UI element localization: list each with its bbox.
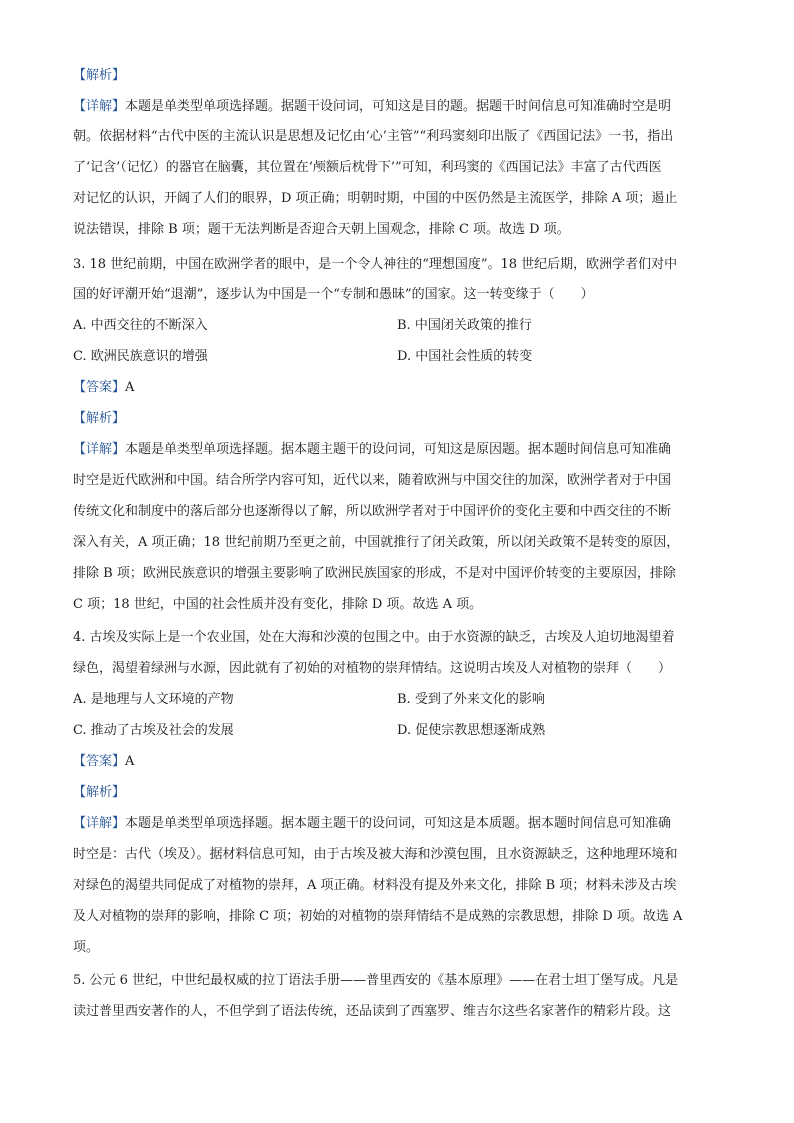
answer-value: A bbox=[125, 380, 135, 395]
detail-text: 说法错误，排除 B 项；题干无法判断是否迎合天朝上国观念，排除 C 项。故选 D 项。 bbox=[73, 222, 570, 237]
question-stem: 绿色，渴望着绿洲与水源，因此就有了初始的对植物的崇拜情结。这说明古埃及人对植物的崇拜（ ） bbox=[73, 661, 672, 676]
detail-text: 传统文化和制度中的落后部分也逐渐得以了解，所以欧洲学者对于中国评价的变化主要和中西交往的不断 bbox=[73, 504, 672, 519]
answer-value: A bbox=[125, 754, 135, 769]
option-c: C. 欧洲民族意识的增强 bbox=[73, 349, 208, 364]
answer-line bbox=[73, 753, 134, 771]
question-stem: 4. 古埃及实际上是一个农业国，处在大海和沙漠的包围之中。由于水资源的缺乏，古埃及人迫切地渴望着 bbox=[73, 630, 675, 645]
detail-text: C 项；18 世纪，中国的社会性质并没有变化，排除 D 项。故选 A 项。 bbox=[73, 597, 483, 612]
detail-label: 【详解】 bbox=[73, 442, 126, 457]
answer-label: 【答案】 bbox=[73, 380, 126, 395]
detail-text: 项。 bbox=[73, 940, 100, 955]
detail-text: 了‘记含’（记忆）的器官在脑囊，其位置在‘颅额后枕骨下’”可知，利玛窦的《西国记法》丰富了古代西医 bbox=[73, 160, 662, 175]
answer-line bbox=[73, 379, 134, 397]
detail-text: 对绿色的渴望共同促成了对植物的崇拜，A 项正确。材料没有提及外来文化，排除 B 项；材料未涉及古埃 bbox=[73, 878, 677, 893]
detail-paragraph-line bbox=[73, 441, 671, 459]
detail-text: 时空是近代欧洲和中国。结合所学内容可知，近代以来，随着欧洲与中国交往的加深，欧洲学者对于中国 bbox=[73, 473, 672, 488]
detail-label: 【详解】 bbox=[73, 99, 126, 114]
detail-paragraph-line bbox=[73, 98, 671, 116]
detail-text: 朝。依据材料“古代中医的主流认识是思想及记忆由‘心’主管”“利玛窦刻印出版了《西国记法》一书，指出 bbox=[73, 129, 674, 144]
question-stem: 5. 公元 6 世纪，中世纪最权威的拉丁语法手册——普里西安的《基本原理》——在君士坦丁堡写成。凡是 bbox=[73, 973, 679, 988]
option-d: D. 中国社会性质的转变 bbox=[397, 349, 533, 364]
detail-label: 【详解】 bbox=[73, 816, 126, 831]
analysis-label: 【解析】 bbox=[73, 785, 126, 800]
option-b: B. 中国闭关政策的推行 bbox=[397, 318, 532, 333]
analysis-label: 【解析】 bbox=[73, 68, 126, 83]
option-a: A. 中西交往的不断深入 bbox=[73, 318, 208, 333]
detail-paragraph-line bbox=[73, 815, 671, 833]
analysis-label: 【解析】 bbox=[73, 411, 126, 426]
detail-text: 对记忆的认识，开阔了人们的眼界，D 项正确；明朝时期，中国的中医仍然是主流医学，排除 A 项；遏止 bbox=[73, 191, 678, 206]
detail-text: 深入有关，A 项正确；18 世纪前期乃至更之前，中国就推行了闭关政策，所以闭关政策不是转变的原因， bbox=[73, 535, 680, 550]
answer-label: 【答案】 bbox=[73, 754, 126, 769]
question-stem: 读过普里西安著作的人，不但学到了语法传统，还品读到了西塞罗、维吉尔这些名家著作的精彩片段。这 bbox=[73, 1004, 672, 1019]
question-stem: 国的好评潮开始“退潮”，逐步认为中国是一个“专制和愚昧”的国家。这一转变缘于（ ） bbox=[73, 287, 594, 302]
detail-text: 排除 B 项；欧洲民族意识的增强主要影响了欧洲民族国家的形成，不是对中国评价转变的主要原因，排除 bbox=[73, 566, 676, 581]
detail-text: 时空是：古代（埃及）。据材料信息可知，由于古埃及被大海和沙漠包围，且水资源缺乏，这种地理环境和 bbox=[73, 847, 678, 862]
detail-text: 本题是单类型单项选择题。据题干设问词，可知这是目的题。据题干时间信息可知准确时空是明 bbox=[125, 99, 672, 114]
detail-text: 及人对植物的崇拜的影响，排除 C 项；初始的对植物的崇拜情结不是成熟的宗教思想，排除 D 项。故选 A bbox=[73, 909, 683, 924]
option-a: A. 是地理与人文环境的产物 bbox=[73, 692, 234, 707]
question-stem: 3. 18 世纪前期，中国在欧洲学者的眼中，是一个令人神往的“理想国度”。18 世纪后期，欧洲学者们对中 bbox=[73, 257, 678, 272]
option-c: C. 推动了古埃及社会的发展 bbox=[73, 723, 234, 738]
option-b: B. 受到了外来文化的影响 bbox=[397, 692, 545, 707]
detail-text: 本题是单类型单项选择题。据本题主题干的设问词，可知这是原因题。据本题时间信息可知准确 bbox=[125, 442, 672, 457]
option-d: D. 促使宗教思想逐渐成熟 bbox=[397, 723, 546, 738]
detail-text: 本题是单类型单项选择题。据本题主题干的设问词，可知这是本质题。据本题时间信息可知准确 bbox=[125, 816, 672, 831]
